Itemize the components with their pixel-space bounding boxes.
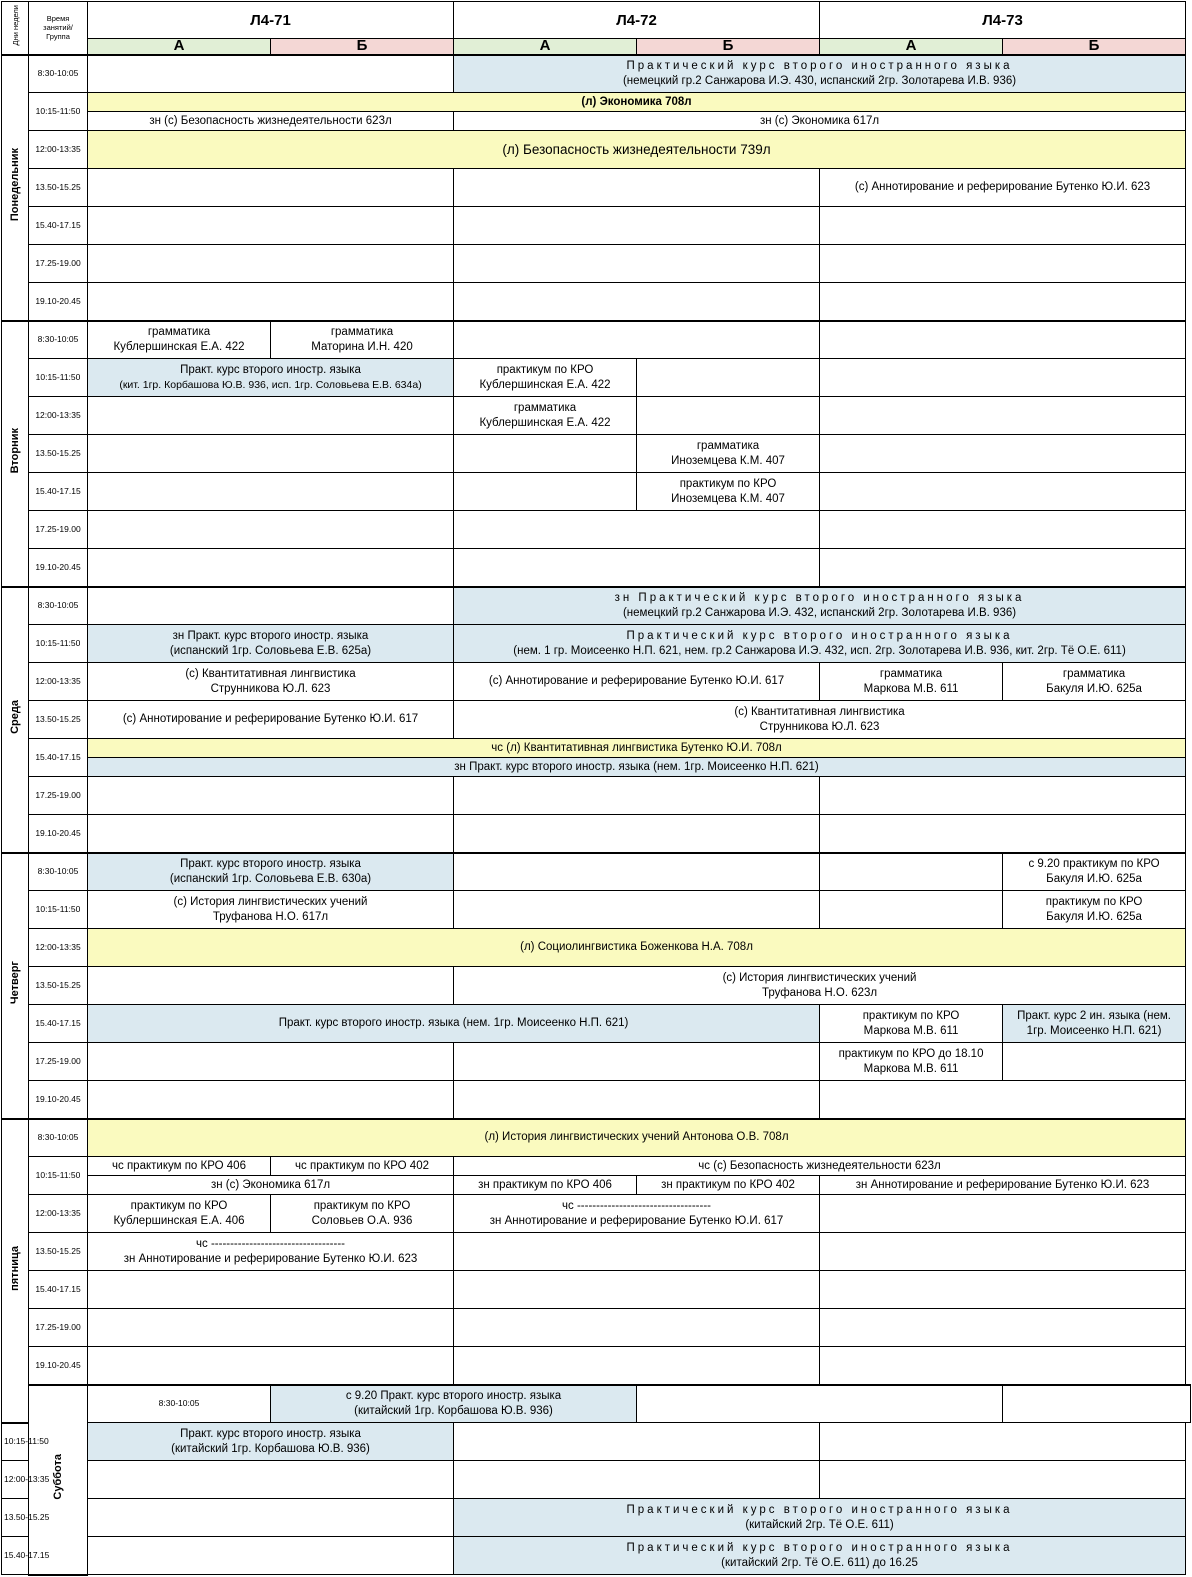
empty-cell [88,1081,454,1119]
empty-cell [88,1461,454,1499]
subgroup-a: А [820,39,1003,55]
subgroup-a: А [88,39,271,55]
empty-cell [454,245,820,283]
time-slot: 10:15-11:50 [2,1423,29,1461]
empty-cell [820,777,1186,815]
empty-cell [454,891,820,929]
empty-cell [820,207,1186,245]
day-label: Суббота [29,1385,88,1575]
lesson-cell: Практ. курс второго иностр. языка (испанский 1гр. Соловьева Е.В. 630а) [88,853,454,891]
time-slot: 8:30-10:05 [29,55,88,93]
empty-cell [820,1347,1186,1385]
empty-cell [454,283,820,321]
empty-cell [820,1195,1186,1233]
lesson-cell: зн практикум по КРО 406 [454,1176,637,1195]
empty-cell [88,1043,454,1081]
lesson-cell: (с) Аннотирование и реферирование Бутенко Ю.И. 617 [454,663,820,701]
empty-cell [88,169,454,207]
empty-cell [820,815,1186,853]
lesson-cell: зн Практический курс второго иностранного языка (немецкий гр.2 Санжарова И.Э. 432, испанский 2гр. Золотарева И.В. 936) [454,587,1186,625]
empty-cell [88,967,454,1005]
lesson-cell: Практ. курс 2 ин. языка (нем. 1гр. Моисеенко Н.П. 621) [1003,1005,1186,1043]
empty-cell [820,397,1186,435]
schedule-table [1,1,1191,1576]
time-slot: 15.40-17.15 [2,1537,29,1575]
lesson-cell: с 9.20 Практ. курс второго иностр. языка (китайский 1гр. Корбашова Ю.В. 936) [271,1385,637,1423]
empty-cell [88,511,454,549]
empty-cell [88,1347,454,1385]
empty-cell [1003,1385,1191,1423]
time-slot: 12:00-13:35 [29,929,88,967]
empty-cell [454,1347,820,1385]
lesson-cell: (с) Аннотирование и реферирование Бутенко Ю.И. 623 [820,169,1186,207]
empty-cell [820,1461,1186,1499]
empty-cell [88,397,454,435]
lesson-cell: с 9.20 практикум по КРО Бакуля И.Ю. 625а [1003,853,1186,891]
empty-cell [820,359,1186,397]
time-slot: 19.10-20.45 [29,283,88,321]
empty-cell [637,1385,1003,1423]
empty-cell [454,321,820,359]
lesson-cell: (л) Социолингвистика Боженкова Н.А. 708л [88,929,1186,967]
lesson-cell: грамматика Иноземцева К.М. 407 [637,435,820,473]
time-slot: 12:00-13:35 [29,663,88,701]
group-header: Л4-71 [88,2,454,39]
time-slot: 8:30-10:05 [29,853,88,891]
empty-cell [88,587,454,625]
lesson-cell: практикум по КРО Соловьев О.А. 936 [271,1195,454,1233]
lesson-cell: грамматика Бакуля И.Ю. 625а [1003,663,1186,701]
lesson-cell: грамматика Кублершинская Е.А. 422 [454,397,637,435]
empty-cell [820,511,1186,549]
lesson-cell: (с) История лингвистических учений Труфанова Н.О. 617л [88,891,454,929]
subgroup-b: Б [271,39,454,55]
lesson-cell: чс (л) Квантитативная лингвистика Бутенко Ю.И. 708л [88,739,1186,758]
subgroup-b: Б [1003,39,1186,55]
time-slot: 12:00-13:35 [29,131,88,169]
time-slot: 19.10-20.45 [29,815,88,853]
time-slot: 15.40-17.15 [29,1271,88,1309]
subgroup-a: А [454,39,637,55]
lesson-cell: Практический курс второго иностранного языка (немецкий гр.2 Санжарова И.Э. 430, испанский 2гр. Золотарева И.В. 936) [454,55,1186,93]
empty-cell [820,1271,1186,1309]
empty-cell [454,169,820,207]
time-header: Время занятий/ Группа [29,2,88,55]
empty-cell [820,1233,1186,1271]
empty-cell [820,891,1003,929]
empty-cell [820,853,1003,891]
lesson-cell: Практический курс второго иностранного языка (нем. 1 гр. Моисеенко Н.П. 621, нем. гр.2 Санжарова И.Э. 432, исп. 2гр. Золотарева И.В. 936, кит. 2гр. Тё О.Е. 611) [454,625,1186,663]
lesson-cell: Практ. курс второго иностр. языка (китайский 1гр. Корбашова Ю.В. 936) [88,1423,454,1461]
empty-cell [454,1309,820,1347]
empty-cell [454,549,820,587]
lesson-cell: практикум по КРО до 18.10 Маркова М.В. 611 [820,1043,1003,1081]
time-slot: 19.10-20.45 [29,1347,88,1385]
empty-cell [454,853,820,891]
empty-cell [454,1081,820,1119]
day-label: Понедельник [2,55,29,321]
lesson-cell: зн Практ. курс второго иностр. языка (нем. 1гр. Моисеенко Н.П. 621) [88,758,1186,777]
lesson-cell: практикум по КРО Кублершинская Е.А. 422 [454,359,637,397]
lesson-cell: чс практикум по КРО 402 [271,1157,454,1176]
time-slot: 17.25-19.00 [29,777,88,815]
time-slot: 12:00-13:35 [2,1461,29,1499]
empty-cell [454,1043,820,1081]
lesson-cell: зн (с) Безопасность жизнедеятельности 623л [88,112,454,131]
empty-cell [637,359,820,397]
time-slot: 17.25-19.00 [29,1309,88,1347]
empty-cell [454,777,820,815]
empty-cell [454,207,820,245]
empty-cell [88,1309,454,1347]
time-slot: 12:00-13:35 [29,1195,88,1233]
lesson-cell: чс практикум по КРО 406 [88,1157,271,1176]
time-slot: 10:15-11:50 [29,93,88,131]
empty-cell [88,549,454,587]
lesson-cell: (л) Безопасность жизнедеятельности 739л [88,131,1186,169]
lesson-cell: чс ----------------------------------- зн Аннотирование и реферирование Бутенко Ю.И. 617 [454,1195,820,1233]
group-header: Л4-73 [820,2,1186,39]
empty-cell [820,245,1186,283]
time-slot: 13.50-15.25 [29,967,88,1005]
lesson-cell: грамматика Маторина И.Н. 420 [271,321,454,359]
lesson-cell: (с) Квантитативная лингвистика Струнникова Ю.Л. 623 [454,701,1186,739]
lesson-cell: (л) История лингвистических учений Антонова О.В. 708л [88,1119,1186,1157]
lesson-cell: зн (с) Экономика 617л [88,1176,454,1195]
time-slot: 17.25-19.00 [29,1043,88,1081]
empty-cell [820,1423,1186,1461]
time-slot: 13.50-15.25 [29,701,88,739]
time-slot: 13.50-15.25 [2,1499,29,1537]
time-slot: 19.10-20.45 [29,1081,88,1119]
empty-cell [88,1537,454,1575]
empty-cell [88,245,454,283]
day-label: Среда [2,587,29,853]
days-header: Дни недели [2,2,29,55]
time-slot: 8:30-10:05 [29,1119,88,1157]
time-slot: 15.40-17.15 [29,473,88,511]
empty-cell [454,1233,820,1271]
empty-cell [820,549,1186,587]
time-slot: 8:30-10:05 [29,321,88,359]
lesson-cell: практикум по КРО Маркова М.В. 611 [820,1005,1003,1043]
time-slot: 15.40-17.15 [29,739,88,777]
time-slot: 15.40-17.15 [29,207,88,245]
empty-cell [454,511,820,549]
empty-cell [88,435,454,473]
lesson-cell: зн практикум по КРО 402 [637,1176,820,1195]
empty-cell [1003,1043,1186,1081]
empty-cell [820,1309,1186,1347]
time-slot: 10:15-11:50 [29,891,88,929]
time-slot: 13.50-15.25 [29,1233,88,1271]
empty-cell [820,283,1186,321]
lesson-cell: зн Практ. курс второго иностр. языка (испанский 1гр. Соловьева Е.В. 625а) [88,625,454,663]
empty-cell [88,207,454,245]
lesson-cell: (л) Экономика 708л [88,93,1186,112]
lesson-cell: чс ----------------------------------- зн Аннотирование и реферирование Бутенко Ю.И. 623 [88,1233,454,1271]
empty-cell [88,55,454,93]
group-header: Л4-72 [454,2,820,39]
lesson-cell: зн (с) Экономика 617л [454,112,1186,131]
empty-cell [88,777,454,815]
lesson-cell: Практ. курс второго иностр. языка (нем. 1гр. Моисеенко Н.П. 621) [88,1005,820,1043]
lesson-cell: (с) Аннотирование и реферирование Бутенко Ю.И. 617 [88,701,454,739]
empty-cell [454,815,820,853]
lesson-cell: практикум по КРО Иноземцева К.М. 407 [637,473,820,511]
empty-cell [88,1271,454,1309]
empty-cell [454,473,637,511]
time-slot: 13.50-15.25 [29,169,88,207]
lesson-cell: (с) История лингвистических учений Труфанова Н.О. 623л [454,967,1186,1005]
lesson-cell: практикум по КРО Бакуля И.Ю. 625а [1003,891,1186,929]
lesson-cell: Практический курс второго иностранного языка (китайский 2гр. Тё О.Е. 611) до 16.25 [454,1537,1186,1575]
subgroup-b: Б [637,39,820,55]
empty-cell [454,435,637,473]
empty-cell [637,397,820,435]
time-slot: 17.25-19.00 [29,245,88,283]
lesson-cell: Практический курс второго иностранного языка (китайский 2гр. Тё О.Е. 611) [454,1499,1186,1537]
day-label: Вторник [2,321,29,587]
time-slot: 15.40-17.15 [29,1005,88,1043]
empty-cell [454,1271,820,1309]
empty-cell [88,473,454,511]
lesson-cell: чс (с) Безопасность жизнедеятельности 623л [454,1157,1186,1176]
day-label: пятница [2,1119,29,1423]
time-slot: 8:30-10:05 [88,1385,271,1423]
time-slot: 19.10-20.45 [29,549,88,587]
time-slot: 10:15-11:50 [29,625,88,663]
time-slot: 10:15-11:50 [29,1157,88,1195]
time-slot: 8:30-10:05 [29,587,88,625]
time-slot: 10:15-11:50 [29,359,88,397]
lesson-cell: практикум по КРО Кублершинская Е.А. 406 [88,1195,271,1233]
lesson-cell: грамматика Кублершинская Е.А. 422 [88,321,271,359]
lesson-cell: (с) Квантитативная лингвистика Струнникова Ю.Л. 623 [88,663,454,701]
time-slot: 12:00-13:35 [29,397,88,435]
lesson-cell: зн Аннотирование и реферирование Бутенко Ю.И. 623 [820,1176,1186,1195]
time-slot: 13.50-15.25 [29,435,88,473]
empty-cell [820,435,1186,473]
lesson-cell: грамматика Маркова М.В. 611 [820,663,1003,701]
empty-cell [454,1461,820,1499]
empty-cell [88,1499,454,1537]
empty-cell [454,1423,820,1461]
empty-cell [820,473,1186,511]
lesson-cell: Практ. курс второго иностр. языка (кит. 1гр. Корбашова Ю.В. 936, исп. 1гр. Соловьева Е.В. 634а) [88,359,454,397]
empty-cell [88,283,454,321]
empty-cell [820,1081,1186,1119]
day-label: Четверг [2,853,29,1119]
empty-cell [820,321,1186,359]
empty-cell [88,815,454,853]
time-slot: 17.25-19.00 [29,511,88,549]
